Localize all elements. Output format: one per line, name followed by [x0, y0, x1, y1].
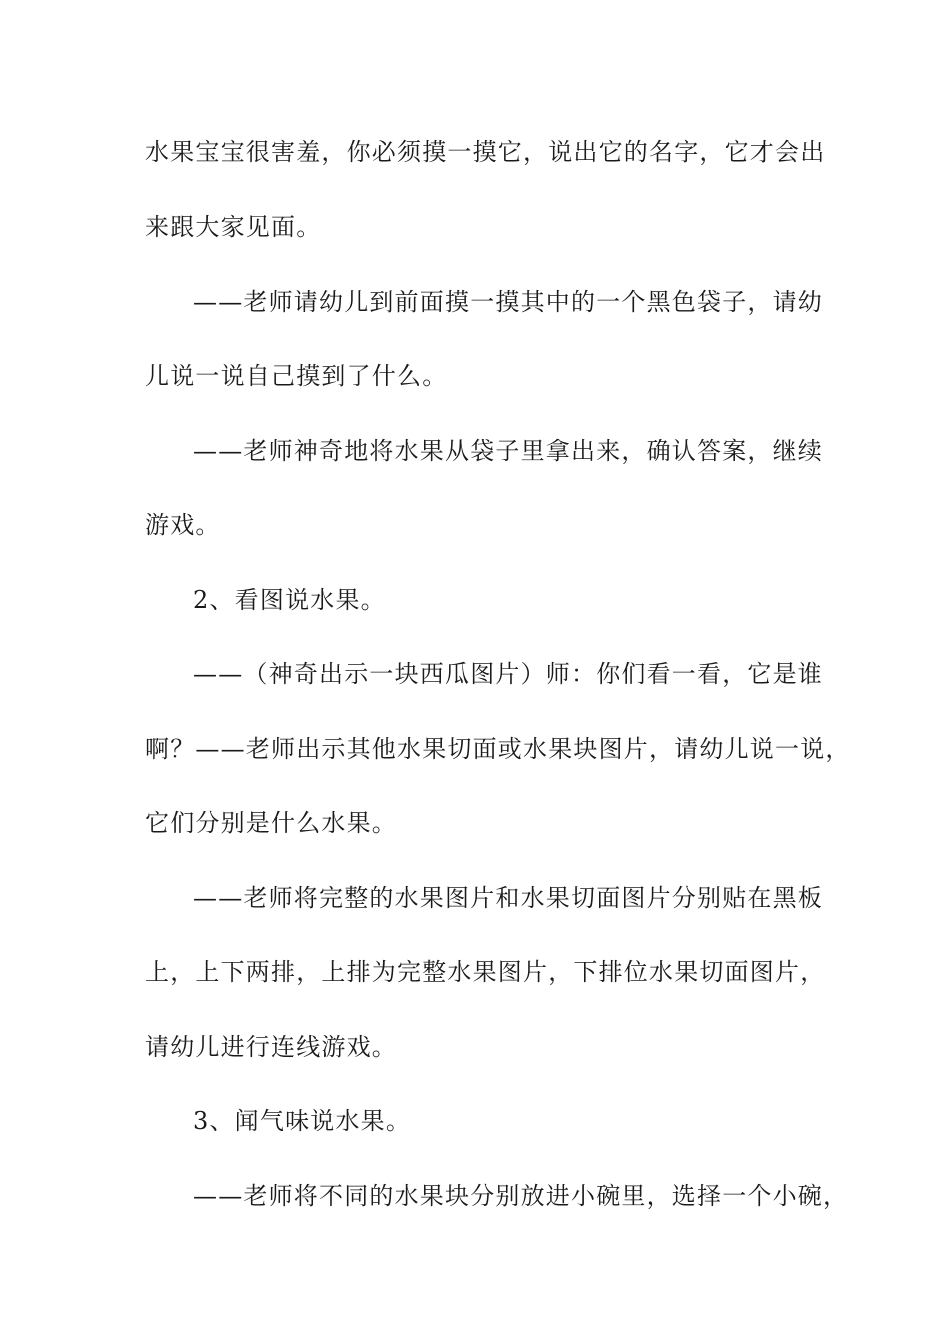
text-line: ——老师将完整的水果图片和水果切面图片分别贴在黑板 — [193, 884, 823, 912]
section-heading: 3、闻气味说水果。 — [193, 1107, 412, 1135]
text-line: 请幼儿进行连线游戏。 — [145, 1033, 397, 1061]
text-line: ——（神奇出示一块西瓜图片）师：你们看一看，它是谁 — [193, 660, 823, 688]
text-line: 来跟大家见面。 — [145, 213, 322, 241]
text-line: 游戏。 — [145, 511, 221, 539]
text-line: 啊？——老师出示其他水果切面或水果块图片，请幼儿说一说， — [145, 735, 851, 763]
text-line: 上，上下两排，上排为完整水果图片，下排位水果切面图片， — [145, 958, 826, 986]
text-line: ——老师神奇地将水果从袋子里拿出来，确认答案，继续 — [193, 437, 823, 465]
text-line: 水果宝宝很害羞，你必须摸一摸它，说出它的名字，它才会出 — [145, 138, 826, 166]
text-line: ——老师请幼儿到前面摸一摸其中的一个黑色袋子，请幼 — [193, 288, 823, 316]
text-line: ——老师将不同的水果块分别放进小碗里，选择一个小碗， — [193, 1182, 849, 1210]
text-line: 儿说一说自己摸到了什么。 — [145, 362, 448, 390]
section-heading: 2、看图说水果。 — [193, 586, 386, 614]
text-line: 它们分别是什么水果。 — [145, 809, 397, 837]
